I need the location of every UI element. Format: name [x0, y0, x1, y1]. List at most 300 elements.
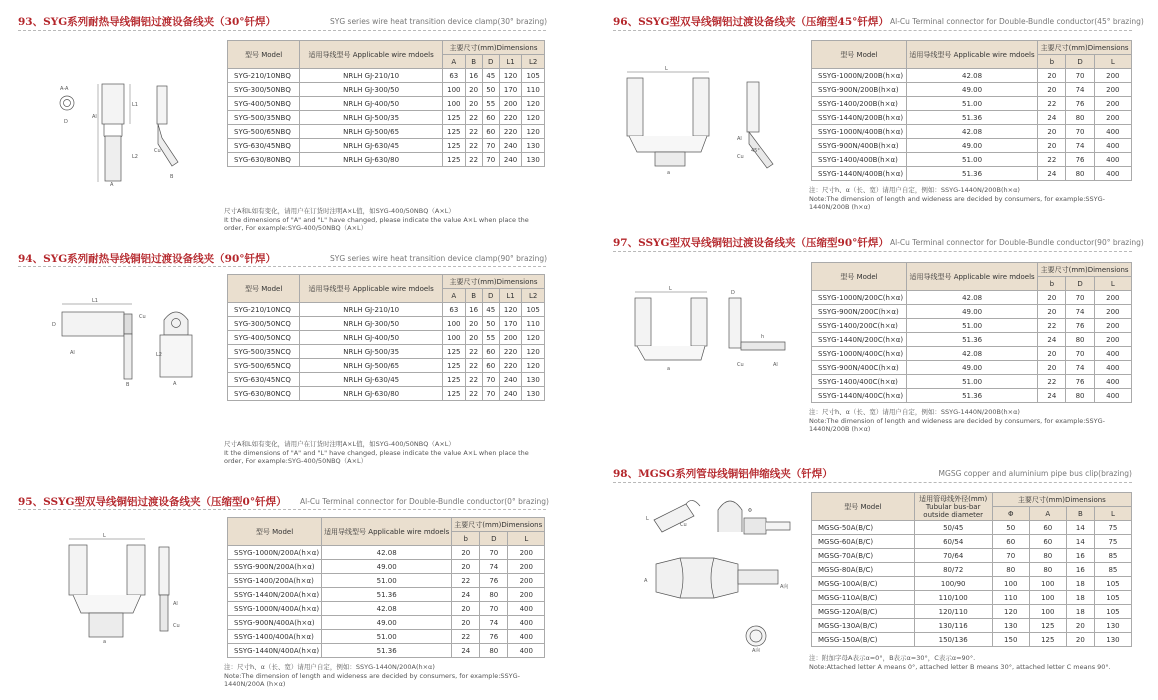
- model-cell: MGSG-60A(B/C): [812, 535, 915, 549]
- table-cell: 51.36: [906, 333, 1037, 347]
- table-row: [812, 535, 1132, 549]
- table-cell: 51.00: [322, 630, 452, 644]
- table-cell: 80: [992, 563, 1029, 577]
- table-cell: 45: [482, 303, 499, 317]
- table-row: [228, 317, 545, 331]
- table-cell: 51.36: [906, 389, 1037, 403]
- table-cell: 110: [522, 83, 545, 97]
- model-cell: MGSG-50A(B/C): [812, 521, 915, 535]
- table-cell: 240: [499, 153, 522, 167]
- table-cell: 80: [1066, 167, 1094, 181]
- table-cell: 60: [1029, 521, 1066, 535]
- dim-col-header: L: [1094, 55, 1131, 69]
- table-cell: 20: [1038, 139, 1066, 153]
- table-cell: 400: [508, 630, 545, 644]
- table-cell: 150: [992, 633, 1029, 647]
- table-cell: 24: [452, 588, 480, 602]
- table-cell: 120/110: [914, 605, 992, 619]
- table-cell: 110: [992, 591, 1029, 605]
- table-cell: 24: [1038, 389, 1066, 403]
- table-cell: 22: [465, 153, 482, 167]
- table-cell: 60: [992, 535, 1029, 549]
- table-cell: 18: [1066, 577, 1094, 591]
- section-98-table: [811, 492, 1132, 647]
- table-cell: 85: [1094, 563, 1131, 577]
- table-cell: 24: [452, 644, 480, 658]
- table-cell: 105: [1094, 605, 1131, 619]
- model-cell: SSYG-1400/400C(h×α): [812, 375, 907, 389]
- table-cell: 200: [499, 331, 522, 345]
- table-cell: 63: [443, 69, 466, 83]
- dim-col-header: D: [482, 55, 499, 69]
- table-cell: 60: [482, 125, 499, 139]
- svg-text:L1: L1: [132, 102, 138, 108]
- col-wire-header: 适用导线型号 Applicable wire mdoels: [322, 518, 452, 546]
- dim-col-header: L: [1094, 277, 1131, 291]
- table-cell: 400: [1094, 125, 1131, 139]
- model-cell: SSYG-1440N/400B(h×α): [812, 167, 907, 181]
- table-cell: 200: [1094, 97, 1131, 111]
- table-cell: 16: [465, 303, 482, 317]
- section-95-table: [227, 517, 545, 658]
- table-cell: 24: [1038, 333, 1066, 347]
- table-cell: 20: [1038, 291, 1066, 305]
- table-cell: 100: [1029, 577, 1066, 591]
- model-cell: SSYG-1440N/400C(h×α): [812, 389, 907, 403]
- table-cell: 20: [1038, 347, 1066, 361]
- model-cell: MGSG-130A(B/C): [812, 619, 915, 633]
- table-cell: NRLH GJ-500/35: [300, 345, 443, 359]
- svg-text:L: L: [103, 533, 106, 539]
- table-cell: 74: [1066, 305, 1094, 319]
- table-cell: 80: [480, 644, 508, 658]
- note-en: Note:The dimension of length and wideness are decided by consumers, for example:SSYG-1440N/200B (h×α): [809, 416, 1105, 434]
- table-cell: 20: [452, 616, 480, 630]
- svg-text:A: A: [644, 578, 648, 584]
- col-dims-header: 主要尺寸(mm)Dimensions: [1038, 263, 1132, 277]
- section-96-title: 96、SSYG型双导线铜铝过渡设备线夹（压缩型45°钎焊）: [613, 16, 889, 28]
- table-row: [228, 153, 545, 167]
- col-dims-header: 主要尺寸(mm)Dimensions: [1038, 41, 1132, 55]
- table-cell: 100: [443, 97, 466, 111]
- table-cell: 74: [480, 616, 508, 630]
- svg-text:Al: Al: [70, 350, 75, 356]
- table-cell: 50: [482, 317, 499, 331]
- section-94-rule: [18, 266, 546, 267]
- table-cell: 22: [465, 139, 482, 153]
- dim-col-header: L: [1094, 507, 1131, 521]
- dim-col-header: A: [443, 289, 466, 303]
- section-96-rule: [613, 30, 1132, 31]
- table-cell: 70: [482, 153, 499, 167]
- table-cell: 76: [1066, 319, 1094, 333]
- model-cell: SSYG-900N/400B(h×α): [812, 139, 907, 153]
- section-96-table: [811, 40, 1132, 181]
- note-cn: 尺寸A和L如有变化，请用户在订货时注明A×L值，如SYG-400/50NBQ（A×L）: [224, 440, 455, 448]
- note-en: It the dimensions of "A" and "L" have changed, please indicate the value A×L when place the order, For example:SYG-400/50NBQ（A×L）: [224, 215, 529, 233]
- table-cell: 200: [508, 560, 545, 574]
- table-row: [228, 83, 545, 97]
- table-cell: 45: [482, 69, 499, 83]
- svg-text:B: B: [126, 382, 130, 388]
- section-93-note: [224, 207, 546, 233]
- svg-text:A: A: [173, 381, 177, 387]
- table-cell: 100: [1029, 605, 1066, 619]
- table-row: [812, 605, 1132, 619]
- table-cell: 120: [499, 69, 522, 83]
- model-cell: SSYG-1000N/200B(h×α): [812, 69, 907, 83]
- model-cell: MGSG-100A(B/C): [812, 577, 915, 591]
- note-cn: 注：尺寸h、α（长、宽）请用户自定，例如：SSYG-1440N/200A(h×α): [224, 663, 435, 671]
- dim-col-header: A: [1029, 507, 1066, 521]
- table-row: [228, 359, 545, 373]
- table-cell: 22: [465, 373, 482, 387]
- col-dims-header: 主要尺寸(mm)Dimensions: [443, 275, 545, 289]
- table-cell: 400: [1094, 167, 1131, 181]
- table-cell: NRLH GJ-300/50: [300, 83, 443, 97]
- table-cell: 130/116: [914, 619, 992, 633]
- table-row: [228, 616, 545, 630]
- table-cell: 80: [1029, 549, 1066, 563]
- table-row: [812, 347, 1132, 361]
- table-cell: 20: [1038, 69, 1066, 83]
- table-cell: 100: [443, 331, 466, 345]
- table-cell: 170: [499, 83, 522, 97]
- dim-col-header: D: [1066, 277, 1094, 291]
- table-cell: 76: [1066, 97, 1094, 111]
- section-93-rule: [18, 30, 546, 31]
- table-cell: 70: [1066, 347, 1094, 361]
- table-cell: 400: [508, 644, 545, 658]
- table-cell: 16: [465, 69, 482, 83]
- svg-text:a: a: [667, 170, 671, 176]
- table-cell: 42.08: [906, 291, 1037, 305]
- dim-col-header: L: [508, 532, 545, 546]
- model-cell: SSYG-1440N/400A(h×α): [228, 644, 322, 658]
- svg-text:D: D: [52, 322, 56, 328]
- table-cell: 63: [443, 303, 466, 317]
- model-cell: SYG-630/45NCQ: [228, 373, 300, 387]
- note-en: Note:The dimension of length and wideness are decided by consumers, for example:SSYG-1440N/200B (h×α): [809, 194, 1105, 212]
- table-cell: 55: [482, 97, 499, 111]
- table-cell: 20: [452, 560, 480, 574]
- model-cell: MGSG-110A(B/C): [812, 591, 915, 605]
- svg-text:Al: Al: [773, 362, 778, 368]
- table-cell: 20: [1066, 619, 1094, 633]
- table-cell: 105: [522, 69, 545, 83]
- section-97-table: [811, 262, 1132, 403]
- table-row: [812, 591, 1132, 605]
- svg-text:L2: L2: [132, 154, 138, 160]
- table-cell: 76: [1066, 375, 1094, 389]
- table-cell: 200: [1094, 69, 1131, 83]
- model-cell: SSYG-1000N/200C(h×α): [812, 291, 907, 305]
- table-row: [812, 111, 1132, 125]
- table-cell: 60: [482, 111, 499, 125]
- table-row: [812, 291, 1132, 305]
- table-cell: 130: [1094, 619, 1131, 633]
- table-cell: 200: [508, 588, 545, 602]
- table-row: [228, 560, 545, 574]
- table-cell: 80: [1066, 389, 1094, 403]
- table-cell: 22: [465, 345, 482, 359]
- svg-text:a: a: [667, 366, 671, 372]
- svg-text:D: D: [731, 290, 735, 296]
- svg-text:D: D: [64, 119, 68, 125]
- table-cell: 16: [1066, 549, 1094, 563]
- table-cell: 50: [482, 83, 499, 97]
- table-cell: 200: [1094, 111, 1131, 125]
- table-cell: 85: [1094, 549, 1131, 563]
- col-model-header: 型号 Model: [812, 263, 907, 291]
- table-row: [228, 373, 545, 387]
- svg-text:Cu: Cu: [139, 314, 146, 320]
- svg-text:L2: L2: [156, 352, 162, 358]
- model-cell: SYG-500/65NBQ: [228, 125, 300, 139]
- model-cell: SYG-500/35NCQ: [228, 345, 300, 359]
- section-97-subtitle: Al-Cu Terminal connector for Double-Bundle conductor(90° brazing): [890, 238, 1144, 247]
- table-cell: 22: [452, 630, 480, 644]
- table-cell: 100: [1029, 591, 1066, 605]
- svg-text:Cu: Cu: [173, 623, 180, 629]
- table-cell: 400: [508, 616, 545, 630]
- table-cell: 125: [443, 111, 466, 125]
- table-cell: 120: [522, 111, 545, 125]
- model-cell: SSYG-1440N/200A(h×α): [228, 588, 322, 602]
- table-row: [228, 111, 545, 125]
- table-cell: 200: [1094, 83, 1131, 97]
- table-row: [812, 139, 1132, 153]
- table-row: [812, 549, 1132, 563]
- table-cell: 200: [1094, 319, 1131, 333]
- section-94-title: 94、SYG系列耐热导线铜铝过渡设备线夹（90°钎焊）: [18, 253, 277, 265]
- section-93-subtitle: SYG series wire heat transition device clamp(30° brazing): [330, 17, 548, 26]
- table-cell: 20: [465, 83, 482, 97]
- table-cell: 100: [443, 83, 466, 97]
- model-cell: SSYG-1400/400A(h×α): [228, 630, 322, 644]
- table-cell: 110/100: [914, 591, 992, 605]
- table-cell: 74: [1066, 361, 1094, 375]
- table-cell: 80: [1066, 333, 1094, 347]
- table-cell: 130: [1094, 633, 1131, 647]
- table-row: [228, 331, 545, 345]
- model-cell: SSYG-1000N/400B(h×α): [812, 125, 907, 139]
- svg-text:Al: Al: [92, 114, 97, 120]
- table-cell: NRLH GJ-210/10: [300, 303, 443, 317]
- model-cell: SSYG-900N/400C(h×α): [812, 361, 907, 375]
- table-row: [228, 574, 545, 588]
- model-cell: SSYG-1400/200C(h×α): [812, 319, 907, 333]
- table-cell: NRLH GJ-210/10: [300, 69, 443, 83]
- dim-col-header: b: [452, 532, 480, 546]
- table-row: [812, 319, 1132, 333]
- table-cell: 22: [1038, 319, 1066, 333]
- table-cell: 200: [1094, 291, 1131, 305]
- table-row: [812, 361, 1132, 375]
- table-cell: 76: [1066, 153, 1094, 167]
- table-cell: 60/54: [914, 535, 992, 549]
- table-cell: 60: [482, 359, 499, 373]
- note-en: Note:Attached letter A means 0°, attached letter B means 30°, attached letter C means 90°.: [809, 662, 1111, 671]
- model-cell: SYG-300/50NBQ: [228, 83, 300, 97]
- section-97-title: 97、SSYG型双导线铜铝过渡设备线夹（压缩型90°钎焊）: [613, 237, 889, 249]
- table-cell: 150/136: [914, 633, 992, 647]
- table-cell: 49.00: [322, 560, 452, 574]
- table-cell: 125: [1029, 619, 1066, 633]
- table-row: [228, 588, 545, 602]
- dim-col-header: L2: [522, 289, 545, 303]
- table-cell: 120: [522, 359, 545, 373]
- model-cell: SSYG-900N/400A(h×α): [228, 616, 322, 630]
- table-cell: 400: [1094, 389, 1131, 403]
- table-cell: 51.00: [322, 574, 452, 588]
- dim-col-header: L1: [499, 289, 522, 303]
- table-row: [812, 333, 1132, 347]
- table-row: [228, 644, 545, 658]
- svg-text:Cu: Cu: [737, 362, 744, 368]
- section-96-subtitle: Al-Cu Terminal connector for Double-Bundle conductor(45° brazing): [890, 17, 1144, 26]
- table-row: [812, 563, 1132, 577]
- table-cell: 20: [1038, 305, 1066, 319]
- table-cell: 400: [1094, 139, 1131, 153]
- col-model-header: 型号 Model: [812, 493, 915, 521]
- pipe-bus-clip-drawing: [620, 492, 800, 652]
- svg-text:Φ: Φ: [748, 508, 752, 514]
- svg-text:45°: 45°: [751, 148, 760, 154]
- dim-col-header: D: [482, 289, 499, 303]
- table-cell: 130: [522, 387, 545, 401]
- section-95-subtitle: Al-Cu Terminal connector for Double-Bundle conductor(0° brazing): [300, 497, 549, 506]
- table-cell: 120: [522, 331, 545, 345]
- table-cell: 51.00: [906, 319, 1037, 333]
- model-cell: SSYG-1000N/400C(h×α): [812, 347, 907, 361]
- table-cell: 20: [452, 602, 480, 616]
- table-cell: 125: [443, 345, 466, 359]
- table-cell: 170: [499, 317, 522, 331]
- table-cell: 42.08: [906, 69, 1037, 83]
- table-cell: 76: [480, 630, 508, 644]
- dim-col-header: L2: [522, 55, 545, 69]
- table-row: [228, 345, 545, 359]
- table-cell: 22: [465, 125, 482, 139]
- svg-text:A向: A向: [780, 584, 789, 590]
- table-row: [228, 303, 545, 317]
- table-row: [812, 305, 1132, 319]
- table-row: [228, 97, 545, 111]
- note-en: It the dimensions of "A" and "L" have changed, please indicate the value A×L when place the order, For example:SYG-400/50NBQ（A×L）: [224, 448, 529, 466]
- table-cell: 20: [1038, 83, 1066, 97]
- table-cell: 70: [482, 387, 499, 401]
- note-cn: 注：尺寸h、α（长、宽）请用户自定，例如：SSYG-1440N/200B(h×α): [809, 408, 1020, 416]
- model-cell: SSYG-900N/200B(h×α): [812, 83, 907, 97]
- table-row: [812, 167, 1132, 181]
- table-cell: 130: [522, 153, 545, 167]
- section-98-rule: [613, 482, 1132, 483]
- table-cell: 125: [443, 373, 466, 387]
- table-cell: NRLH GJ-630/80: [300, 387, 443, 401]
- dim-col-header: B: [1066, 507, 1094, 521]
- table-cell: 51.36: [906, 167, 1037, 181]
- table-row: [812, 83, 1132, 97]
- section-94-subtitle: SYG series wire heat transition device clamp(90° brazing): [330, 254, 548, 263]
- section-94-note: [224, 440, 546, 466]
- table-cell: 22: [1038, 153, 1066, 167]
- section-98-title: 98、MGSG系列管母线铜铝伸缩线夹（钎焊）: [613, 468, 833, 480]
- table-cell: 200: [1094, 333, 1131, 347]
- table-cell: 22: [465, 387, 482, 401]
- clamp-30-drawing: [50, 78, 200, 188]
- table-cell: 240: [499, 139, 522, 153]
- table-row: [228, 125, 545, 139]
- col-wire-header: 适用导线型号 Applicable wire mdoels: [906, 263, 1037, 291]
- model-cell: SYG-500/35NBQ: [228, 111, 300, 125]
- table-cell: 120: [522, 345, 545, 359]
- table-cell: 70: [480, 546, 508, 560]
- col-model-header: 型号 Model: [228, 518, 322, 546]
- table-cell: 49.00: [906, 83, 1037, 97]
- section-97-rule: [613, 251, 1132, 252]
- table-cell: 120: [522, 125, 545, 139]
- svg-text:L: L: [646, 516, 649, 522]
- section-93-title: 93、SYG系列耐热导线铜铝过渡设备线夹（30°钎焊）: [18, 16, 277, 28]
- svg-text:Al: Al: [173, 601, 178, 607]
- model-cell: SSYG-900N/200C(h×α): [812, 305, 907, 319]
- table-row: [228, 630, 545, 644]
- table-cell: 125: [443, 387, 466, 401]
- model-cell: SYG-630/80NCQ: [228, 387, 300, 401]
- section-97-note: [809, 408, 1133, 434]
- table-cell: 50: [992, 521, 1029, 535]
- table-cell: 74: [1066, 83, 1094, 97]
- table-cell: 120: [522, 97, 545, 111]
- table-cell: 100/90: [914, 577, 992, 591]
- table-row: [228, 546, 545, 560]
- clamp-90-double-drawing: [625, 282, 795, 382]
- table-row: [228, 139, 545, 153]
- table-cell: 16: [1066, 563, 1094, 577]
- table-cell: 105: [522, 303, 545, 317]
- dim-col-header: D: [480, 532, 508, 546]
- table-cell: 24: [1038, 167, 1066, 181]
- table-cell: 20: [465, 317, 482, 331]
- table-cell: 240: [499, 373, 522, 387]
- table-cell: 400: [1094, 361, 1131, 375]
- model-cell: MGSG-80A(B/C): [812, 563, 915, 577]
- table-cell: 220: [499, 345, 522, 359]
- col-wire-header: 适用导线型号 Applicable wire mdoels: [300, 41, 443, 69]
- table-cell: 125: [1029, 633, 1066, 647]
- table-cell: 22: [1038, 97, 1066, 111]
- note-cn: 注：尺寸h、α（长、宽）请用户自定，例如：SSYG-1440N/200B(h×α): [809, 186, 1020, 194]
- model-cell: SYG-400/50NCQ: [228, 331, 300, 345]
- table-cell: 24: [1038, 111, 1066, 125]
- model-cell: SSYG-1000N/200A(h×α): [228, 546, 322, 560]
- table-row: [812, 633, 1132, 647]
- model-cell: SSYG-1440N/200C(h×α): [812, 333, 907, 347]
- table-cell: 200: [508, 546, 545, 560]
- table-cell: 120: [992, 605, 1029, 619]
- table-cell: NRLH GJ-300/50: [300, 317, 443, 331]
- table-cell: 42.08: [322, 546, 452, 560]
- table-cell: 51.36: [906, 111, 1037, 125]
- table-cell: 200: [508, 574, 545, 588]
- table-cell: 50/45: [914, 521, 992, 535]
- table-cell: 80: [1029, 563, 1066, 577]
- table-cell: 51.00: [906, 97, 1037, 111]
- table-cell: 105: [1094, 591, 1131, 605]
- svg-text:Cu: Cu: [680, 522, 687, 528]
- table-cell: 200: [499, 97, 522, 111]
